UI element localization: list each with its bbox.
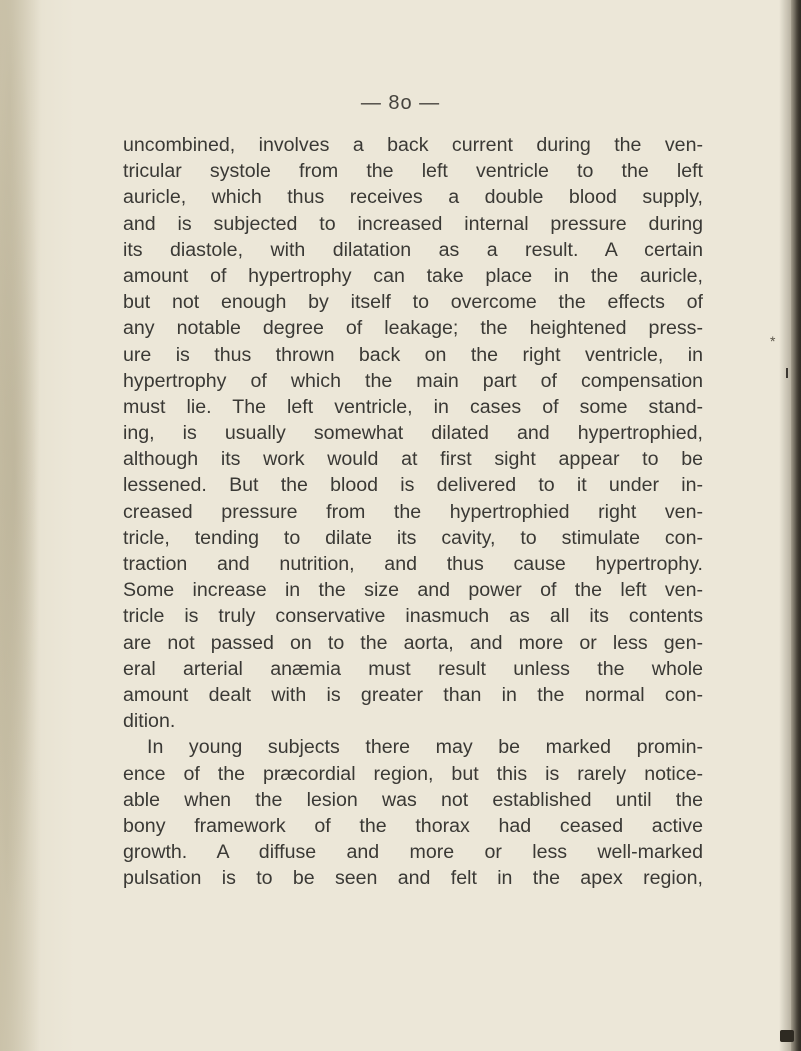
page-number: — 8o — <box>360 92 441 114</box>
margin-asterisk-mark: * <box>770 333 776 349</box>
text-line: creased pressure from the hypertrophied right ven- <box>123 500 703 523</box>
body-text <box>123 132 703 891</box>
text-line: uncombined, involves a back current during the ven- <box>123 134 703 156</box>
text-line: amount dealt with is greater than in the normal con- <box>123 683 703 706</box>
text-line: ence of the præcordial region, but this is rarely notice- <box>123 762 703 785</box>
text-line: ing, is usually somewhat dilated and hypertrophied, <box>123 422 703 445</box>
text-line: traction and nutrition, and thus cause hypertrophy. <box>123 553 703 575</box>
page-binding-edge <box>791 0 801 1051</box>
text-line: and is subjected to increased internal pressure during <box>123 212 703 235</box>
text-line: although its work would at first sight appear to be <box>123 448 703 471</box>
text-line: tricle, tending to dilate its cavity, to stimulate con- <box>123 526 703 549</box>
text-line: lessened. But the blood is delivered to it under in- <box>123 474 703 497</box>
text-line: tricle is truly conservative inasmuch as all its contents <box>123 605 703 628</box>
text-line: its diastole, with dilatation as a result. A certain <box>123 238 703 261</box>
text-line: are not passed on to the aorta, and more or less gen- <box>123 631 703 654</box>
text-line: pulsation is to be seen and felt in the apex region, <box>123 867 703 890</box>
text-line: auricle, which thus receives a double blood supply, <box>123 186 703 209</box>
text-line: ure is thus thrown back on the right ventricle, in <box>123 343 703 366</box>
text-line: tricular systole from the left ventricle to the left <box>123 160 703 183</box>
text-line: dition. <box>123 710 176 733</box>
corner-smudge <box>780 1030 794 1042</box>
text-line: eral arterial anæmia must result unless the whole <box>123 657 703 680</box>
text-line: but not enough by itself to overcome the effects of <box>123 291 703 314</box>
text-line: amount of hypertrophy can take place in the auricle, <box>123 264 703 287</box>
text-line: bony framework of the thorax had ceased active <box>123 814 703 837</box>
text-line: Some increase in the size and power of the left ven- <box>123 579 703 602</box>
margin-tick-mark <box>786 368 788 378</box>
text-line: In young subjects there may be marked promin- <box>147 736 703 759</box>
text-line: growth. A diffuse and more or less well-marked <box>123 841 703 864</box>
text-line: any notable degree of leakage; the heightened press- <box>123 317 703 340</box>
text-line: able when the lesion was not established until the <box>123 788 703 811</box>
text-line: hypertrophy of which the main part of compensation <box>123 369 703 392</box>
text-line: must lie. The left ventricle, in cases of some stand- <box>123 395 703 418</box>
page-edge-stain <box>0 0 48 1051</box>
